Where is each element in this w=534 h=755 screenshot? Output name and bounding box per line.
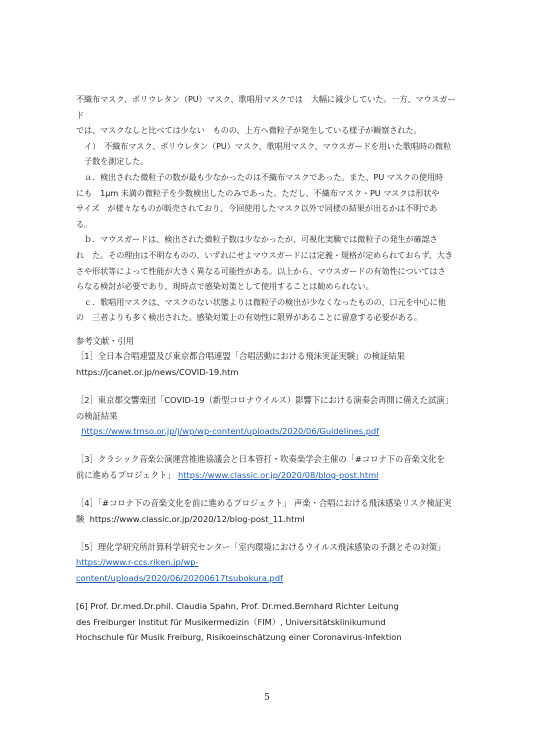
reference-text: 験 xyxy=(76,513,85,524)
body-line: 不織布マスク、ポリウレタン（PU）マスク、歌唱用マスクでは 大幅に減少していた。一方、マウスガード xyxy=(76,94,456,120)
reference-text: 前に進めるプロジェクト」 xyxy=(76,469,176,480)
body-line: ａ．検出された微粒子の数が最も少なかったのは不織布マスクであった。また、PU マスクの使用時 xyxy=(76,171,444,182)
reference-link[interactable]: https://www.r-ccs.riken.jp/wp- xyxy=(76,557,199,568)
body-line: る。 xyxy=(76,218,93,229)
reference-text: ［4］「#コロナ下の音楽文化を前に進めるプロジェクト」 声楽・合唱における飛沫感染リスク検証実 xyxy=(76,498,452,509)
reference-text: des Freiburger Institut für Musikermedizin（FIM）, Universitätsklinikumund xyxy=(76,616,386,627)
reference-link[interactable]: https://www.classic.or.jp/2020/08/blog-post.html xyxy=(178,469,379,480)
body-line: らなる検討が必要であり、現時点で感染対策として使用することは勧められない。 xyxy=(76,281,374,292)
reference-text: Hochschule für Musik Freiburg, Risikoeinschätzung einer Coronavirus-Infektion xyxy=(76,632,402,643)
body-line: にも 1μm 未満の微粒子を少数検出したのみであった。ただし、不織布マスク・PU マスクは形状や xyxy=(76,187,440,198)
body-line: の 三者よりも多く検出された。感染対策上の有効性に限界があることに留意する必要がある。 xyxy=(76,312,422,323)
reference-3 xyxy=(76,452,466,483)
body-line: ｂ．マウスガードは、検出された微粒子数は少なかったが、可視化実験では微粒子の発生が確認さ xyxy=(76,234,438,245)
reference-1 xyxy=(76,349,466,380)
body-line: さや形状等によって性能が大きく異なる可能性がある。以上から、マウスガードの有効性についてはさ xyxy=(76,265,446,276)
reference-link[interactable]: content/uploads/2020/06/20200617tsubokura.pdf xyxy=(76,572,284,583)
body-line: 子数を測定した。 xyxy=(76,156,149,167)
reference-url: https://jcanet.or.jp/news/COVID-19.htm xyxy=(76,366,239,377)
reference-text: ［1］全日本合唱連盟及び東京都合唱連盟「合唱活動における飛沫実証実験」の検証結果 xyxy=(76,351,405,362)
reference-text: [6] Prof. Dr.med.Dr.phil. Claudia Spahn, Prof. Dr.med.Bernhard Richter Leitung xyxy=(76,601,399,612)
body-text xyxy=(76,92,462,326)
reference-text: の検証結果 xyxy=(76,410,118,421)
reference-text: ［5］理化学研究所計算科学研究センター「室内環境におけるウイルス飛沫感染の予測とその対策」 xyxy=(76,542,446,553)
reference-text: ［2］東京都交響楽団「COVID-19（新型コロナウイルス）影響下における演奏会再開に備えた試演」 xyxy=(76,395,453,406)
reference-5 xyxy=(76,540,466,586)
references-heading: 参考文献・引用 xyxy=(76,336,135,346)
reference-link[interactable]: https://www.tmso.or.jp/j/wp/wp-content/uploads/2020/06/Guidelines.pdf xyxy=(81,426,380,437)
body-line: れ た。その理由は不明なものの、いずれにせよマウスガードには定義・規格が定められておらず、大き xyxy=(76,249,453,260)
reference-6 xyxy=(76,599,466,645)
references-section xyxy=(76,334,466,646)
body-line: では、マスクなしと比べては少ない ものの、上方へ微粒子が発生している様子が観察された。 xyxy=(76,125,422,136)
reference-2 xyxy=(76,393,466,439)
reference-text: ［3］クラシック音楽公演運営推進協議会と日本管打・吹奏楽学会主催の「#コロナ下の音楽文化を xyxy=(76,454,445,465)
page-number: 5 xyxy=(264,693,270,703)
body-line: ｃ．歌唱用マスクは、マスクのない状態よりは微粒子の検出が少なくなったものの、口元を中心に他 xyxy=(76,296,446,307)
body-line: サイズ が様々なものが販売されており、今回使用したマスク以外で同様の結果が出るかは不明であ xyxy=(76,203,438,214)
reference-url: https://www.classic.or.jp/2020/12/blog-post_11.html xyxy=(89,513,305,524)
body-line: イ） 不織布マスク、ポリウレタン（PU）マスク、歌唱用マスク、マウスガードを用いた歌唱時の微粒 xyxy=(76,140,452,151)
reference-4 xyxy=(76,496,466,527)
